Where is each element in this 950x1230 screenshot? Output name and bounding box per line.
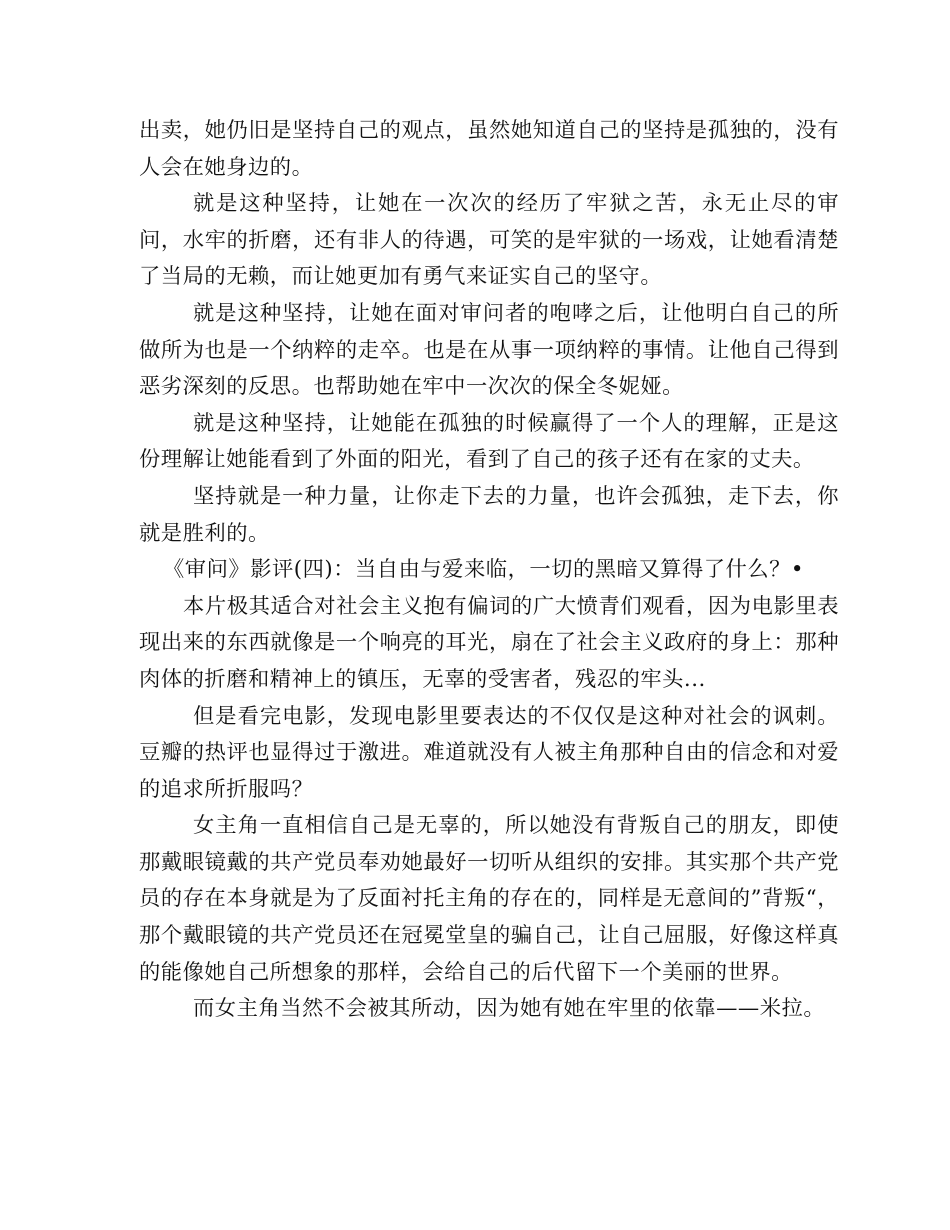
paragraph-persistence-power: 坚持就是一种力量，让你走下去的力量，也许会孤独，走下去，你就是胜利的。 — [139, 483, 839, 546]
paragraph-heroine-mila: 而女主角当然不会被其所动，因为她有她在牢里的依靠——米拉。 — [193, 996, 826, 1022]
paragraph-persistence-interrogator: 就是这种坚持，让她在面对审问者的咆哮之后，让他明白自己的所做所为也是一个纳粹的走卒。也是在从事一项纳粹的事情。让他自己得到恶劣深刻的反思。也帮助她在牢中一次次的保全冬妮娅。 — [139, 300, 839, 400]
document-body — [139, 113, 839, 1028]
paragraph-satire: 但是看完电影，发现电影里要表达的不仅仅是这种对社会的讽刺。豆瓣的热评也显得过于激进。难道就没有人被主角那种自由的信念和对爱的追求所折服吗？ — [139, 703, 839, 802]
paragraph-persistence-trial: 就是这种坚持，让她在一次次的经历了牢狱之苦，永无止尽的审问，水牢的折磨，还有非人的待遇，可笑的是牢狱的一场戏，让她看清楚了当局的无赖，而让她更加有勇气来证实自己的坚守。 — [139, 191, 839, 290]
review-heading: 《审问》影评(四)：当自由与爱来临，一切的黑暗又算得了什么？• — [163, 557, 804, 583]
paragraph-persistence-understanding: 就是这种坚持，让她能在孤独的时候赢得了一个人的理解，正是这份理解让她能看到了外面的阳光，看到了自己的孩子还有在家的丈夫。 — [139, 410, 839, 473]
paragraph-continuation: 出卖，她仍旧是坚持自己的观点，虽然她知道自己的坚持是孤独的，没有人会在她身边的。 — [139, 118, 839, 180]
paragraph-socialism: 本片极其适合对社会主义抱有偏词的广大愤青们观看，因为电影里表现出来的东西就像是一个响亮的耳光，扇在了社会主义政府的身上：那种肉体的折磨和精神上的镇压，无辜的受害者，残忍的牢头... — [139, 593, 839, 692]
paragraph-heroine-innocence: 女主角一直相信自己是无辜的，所以她没有背叛自己的朋友，即使那戴眼镜戴的共产党员奉劝她最好一切听从组织的安排。其实那个共产党员的存在本身就是为了反面衬托主角的存在的，同样是无意间的”背叛“，那个戴眼镜的共产党员还在冠冕堂皇的骗自己，让自己屈服，好像这样真的能像她自己所想象的那样，会给自己的后代留下一个美丽的世界。 — [139, 813, 839, 985]
